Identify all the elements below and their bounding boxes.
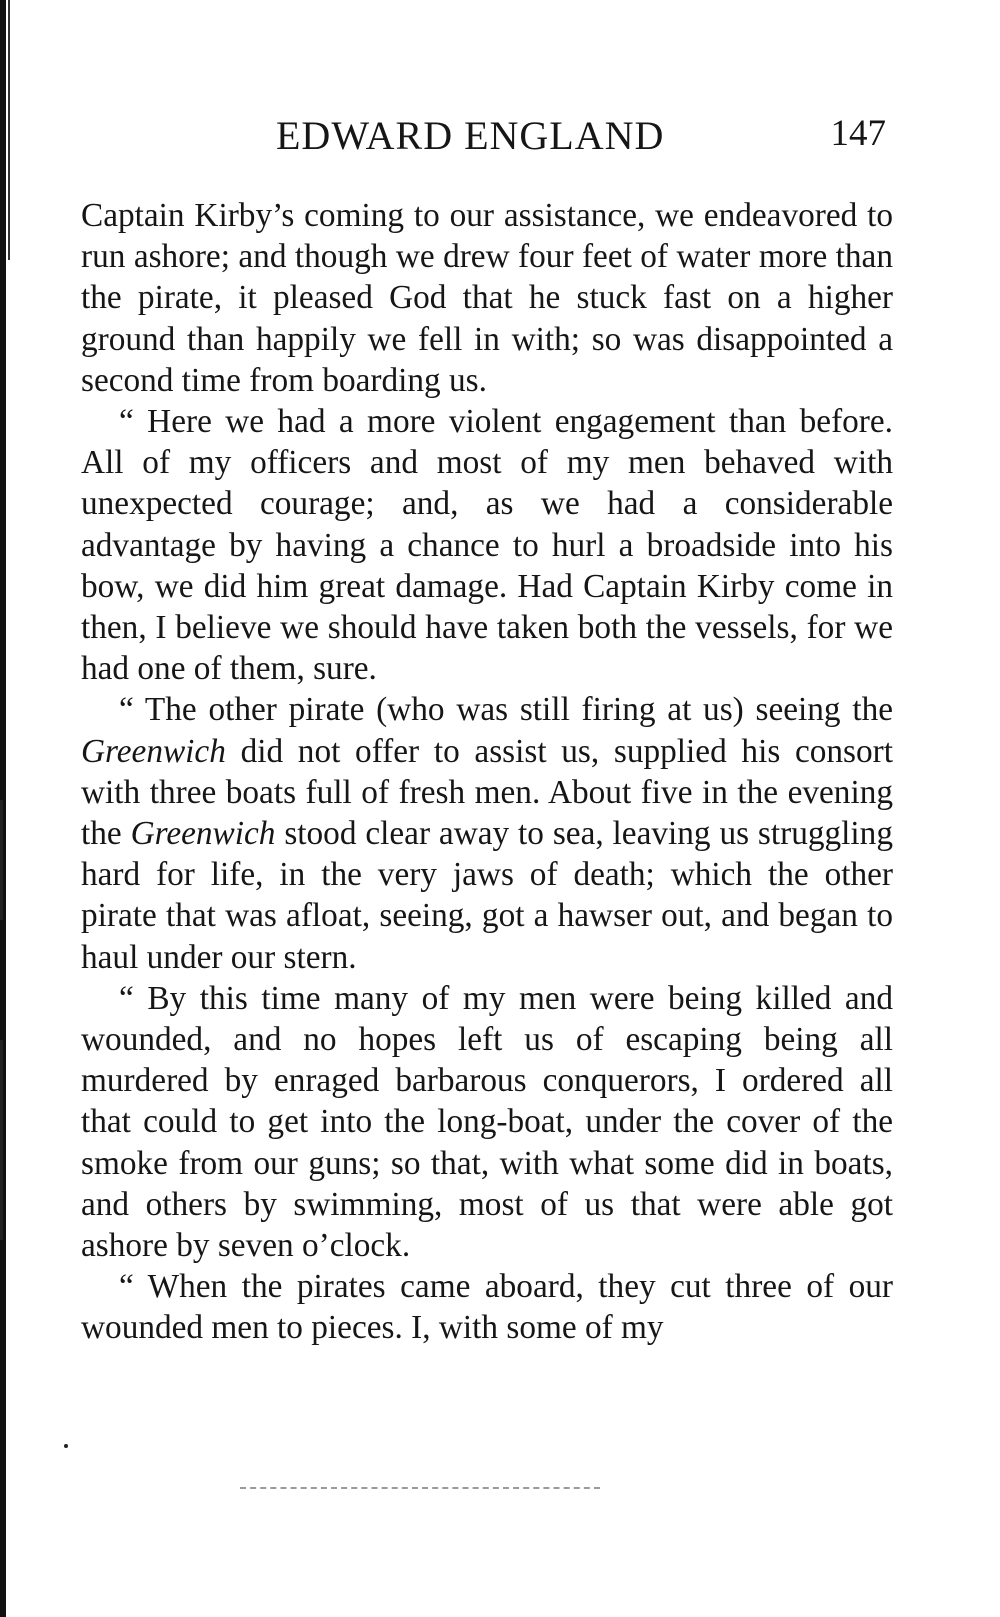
ship-name: Greenwich xyxy=(81,732,226,770)
body-text xyxy=(81,195,893,1349)
page-number: 147 xyxy=(830,113,886,154)
paragraph xyxy=(81,1266,893,1348)
paragraph xyxy=(81,195,893,401)
paragraph xyxy=(81,401,893,689)
text-run: did not offer to assist us, supplied his consort with three boats full of fresh men. About five in the evening the xyxy=(81,732,893,853)
footer-rule-marks xyxy=(240,1487,600,1493)
margin-mark xyxy=(0,1040,3,1240)
ship-name: Greenwich xyxy=(130,815,276,853)
text-run: stood clear away to sea, leaving us struggling hard for life, in the very jaws of death; which the other pirate that was afloat, seeing, got a hawser out, and began to haul under our stern. xyxy=(81,815,893,976)
margin-mark xyxy=(0,800,3,920)
text-run: “ By this time many of my men were being killed and wounded, and no hopes left us of escaping being all murdered by enraged barbarous conquerors, I ordered all that could to get into the long-boat, under the cover of the smoke from our guns; so that, with what some did in boats, and others by swimming, most of us that were able got ashore by seven o’clock. xyxy=(81,979,893,1265)
running-head xyxy=(276,112,886,162)
paragraph xyxy=(81,689,893,977)
text-run: “ Here we had a more violent engagement than before. All of my officers and most of my men behaved with unexpected courage; and, as we had a considerable advantage by having a chance to hurl a broadside into his bow, we did him great damage. Had Captain Kirby come in then, I believe we should have taken both the vessels, for we had one of them, sure. xyxy=(81,403,893,688)
running-head-title: EDWARD ENGLAND xyxy=(276,113,665,158)
text-run: “ When the pirates came aboard, they cut three of our wounded men to pieces. I, with some of my xyxy=(81,1268,893,1347)
ink-speck xyxy=(64,1444,68,1448)
binding-shadow xyxy=(8,0,10,260)
text-run: “ The other pirate (who was still firing at us) seeing the xyxy=(119,691,893,729)
text-run: Captain Kirby’s coming to our assistance, we endeavored to run ashore; and though we drew four feet of water more than the pirate, it pleased God that he stuck fast on a higher ground than happily we fell in with; so was disappointed a second time from boarding us. xyxy=(81,197,893,399)
paragraph xyxy=(81,978,893,1266)
